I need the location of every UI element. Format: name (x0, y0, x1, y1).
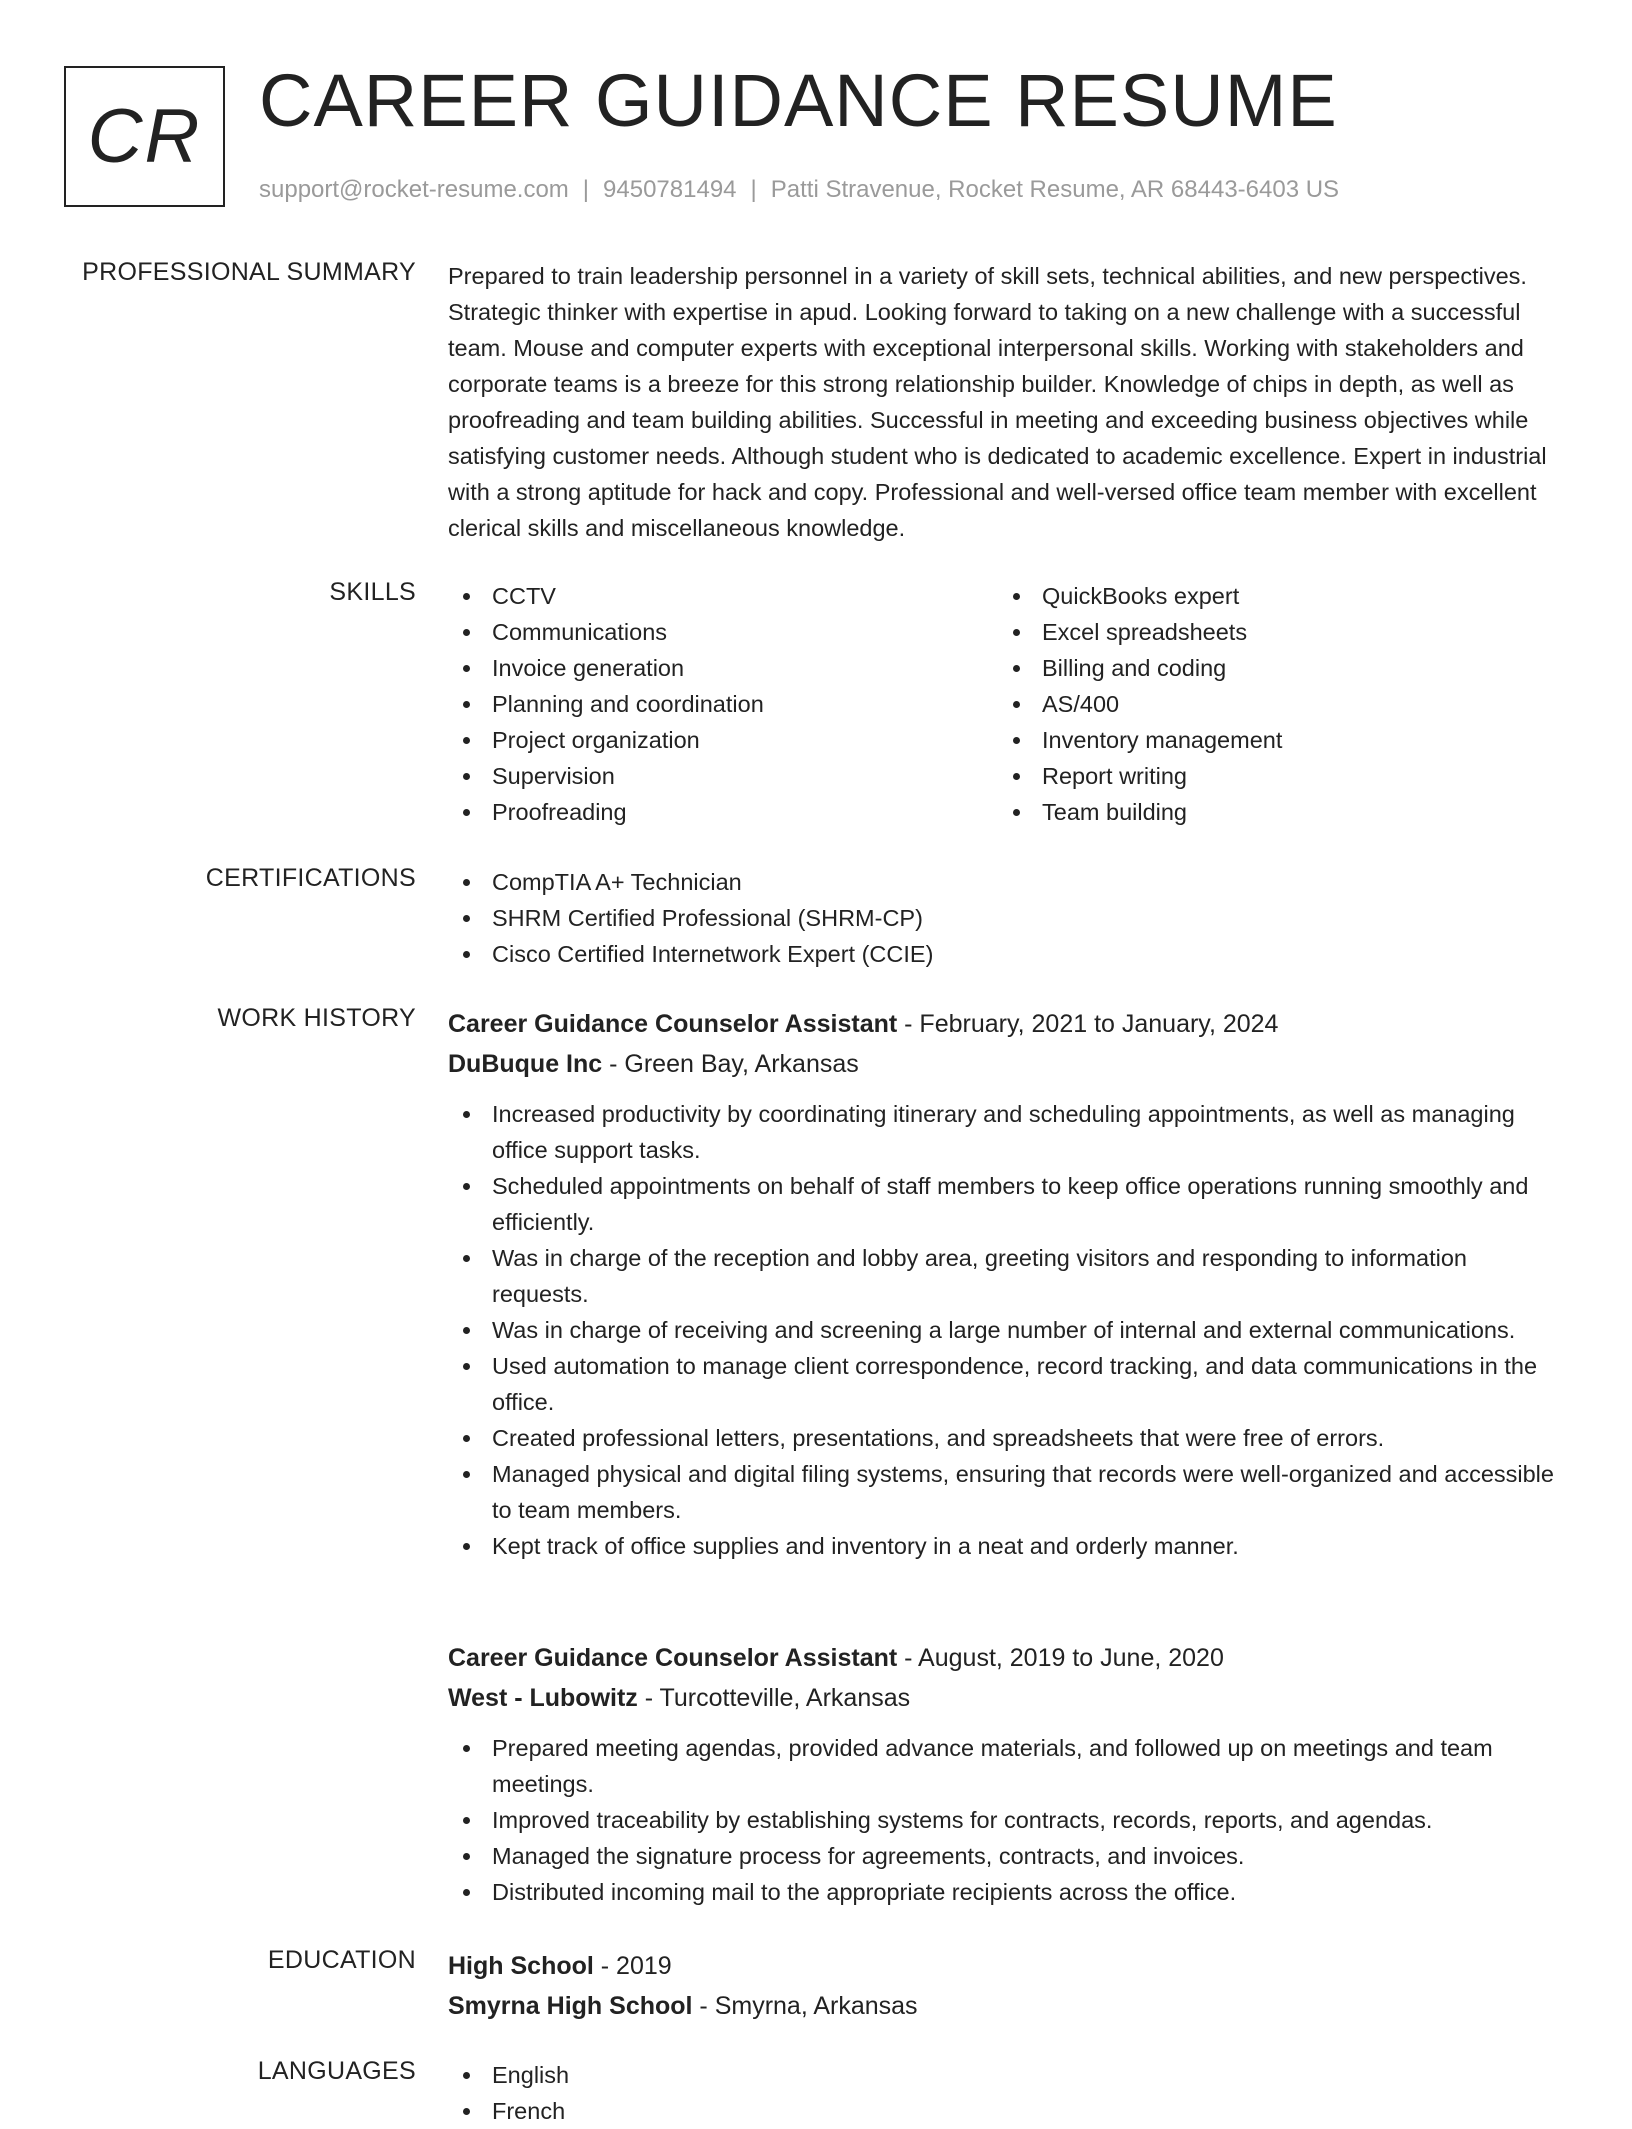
job-duty: Managed physical and digital filing systems, ensuring that records were well-organized and accessible to team members. (448, 1456, 1563, 1528)
education-degree: High School (448, 1952, 594, 1980)
job-duty: Distributed incoming mail to the appropriate recipients across the office. (448, 1874, 1563, 1910)
skill-item: Supervision (448, 758, 998, 794)
skills-content (448, 578, 1563, 830)
summary-content (448, 258, 1563, 546)
skills-list-right (998, 578, 1548, 830)
contact-email[interactable]: support@rocket-resume.com (259, 176, 569, 203)
education-school: Smyrna High School (448, 1992, 693, 2020)
job-duty: Kept track of office supplies and inventory in a neat and orderly manner. (448, 1528, 1563, 1564)
skill-item: Report writing (998, 758, 1548, 794)
language-item: English (448, 2057, 1563, 2093)
job-duty: Used automation to manage client correspondence, record tracking, and data communications in the office. (448, 1348, 1563, 1420)
contact-separator: | (582, 176, 590, 203)
job-location: - Green Bay, Arkansas (602, 1050, 859, 1078)
job-entry (448, 1004, 1563, 1564)
skill-item: Planning and coordination (448, 686, 998, 722)
job-location: - Turcotteville, Arkansas (637, 1684, 911, 1712)
skill-item: Communications (448, 614, 998, 650)
certifications-content (448, 864, 1563, 972)
contact-line (259, 176, 1339, 204)
certification-item: CompTIA A+ Technician (448, 864, 1563, 900)
skill-item: AS/400 (998, 686, 1548, 722)
job-duty: Increased productivity by coordinating itinerary and scheduling appointments, as well as managing office support tasks. (448, 1096, 1563, 1168)
education-location: - Smyrna, Arkansas (692, 1992, 918, 2020)
job-title-line (448, 1004, 1563, 1044)
contact-separator: | (750, 176, 757, 203)
work-history-content-2 (448, 1638, 1563, 1910)
summary-text: Prepared to train leadership personnel in a variety of skill sets, technical abilities, and new perspectives. Strategic thinker with expertise in apud. Looking forward to taking on a new challenge with a successful team. Mouse and computer experts with exceptional interpersonal skills. Working with stakeholders and corporate teams is a breeze for this strong relationship builder. Knowledge of chips in depth, as well as proofreading and team building abilities. Successful in meeting and exceeding business objectives while satisfying customer needs. Although student who is dedicated to academic excellence. Expert in industrial with a strong aptitude for hack and copy. Professional and well-versed office team member with excellent clerical skills and miscellaneous knowledge. (448, 263, 1547, 541)
certification-item: Cisco Certified Internetwork Expert (CCIE) (448, 936, 1563, 972)
education-year: - 2019 (593, 1952, 672, 1980)
job-duty: Created professional letters, presentations, and spreadsheets that were free of errors. (448, 1420, 1563, 1456)
skill-item: Proofreading (448, 794, 998, 830)
skills-list-left (448, 578, 998, 830)
job-entry (448, 1638, 1563, 1910)
language-item: French (448, 2093, 1563, 2129)
section-label-work-history: WORK HISTORY (217, 1004, 416, 1032)
job-company-line (448, 1044, 1563, 1084)
education-school-line (448, 1986, 1563, 2026)
job-duty: Was in charge of receiving and screening a large number of internal and external communications. (448, 1312, 1563, 1348)
monogram-logo: CR (64, 66, 225, 207)
contact-address: Patti Stravenue, Rocket Resume, AR 68443-6403 US (770, 176, 1340, 203)
languages-content (448, 2057, 1563, 2129)
skill-item: CCTV (448, 578, 998, 614)
job-title: Career Guidance Counselor Assistant (448, 1010, 898, 1038)
job-title-line (448, 1638, 1563, 1678)
resume-title: CAREER GUIDANCE RESUME (259, 59, 1338, 142)
work-history-content (448, 1004, 1563, 1564)
skill-item: QuickBooks expert (998, 578, 1548, 614)
job-duty: Managed the signature process for agreements, contracts, and invoices. (448, 1838, 1563, 1874)
job-duties-list (448, 1096, 1563, 1564)
job-dates: - February, 2021 to January, 2024 (897, 1010, 1279, 1038)
skill-item: Invoice generation (448, 650, 998, 686)
education-degree-line (448, 1946, 1563, 1986)
section-label-languages: LANGUAGES (257, 2057, 416, 2085)
job-duty: Scheduled appointments on behalf of staff members to keep office operations running smoothly and efficiently. (448, 1168, 1563, 1240)
job-company: West - Lubowitz (448, 1684, 638, 1712)
job-duty: Improved traceability by establishing systems for contracts, records, reports, and agendas. (448, 1802, 1563, 1838)
languages-list (448, 2057, 1563, 2129)
section-label-summary: PROFESSIONAL SUMMARY (82, 258, 416, 286)
education-content (448, 1946, 1563, 2026)
section-label-education: EDUCATION (267, 1946, 416, 1974)
job-company: DuBuque Inc (448, 1050, 603, 1078)
skill-item: Team building (998, 794, 1548, 830)
skill-item: Inventory management (998, 722, 1548, 758)
contact-phone[interactable]: 9450781494 (603, 176, 737, 203)
skill-item: Billing and coding (998, 650, 1548, 686)
job-dates: - August, 2019 to June, 2020 (897, 1644, 1224, 1672)
job-duty: Prepared meeting agendas, provided advance materials, and followed up on meetings and team meetings. (448, 1730, 1563, 1802)
job-duty: Was in charge of the reception and lobby area, greeting visitors and responding to information requests. (448, 1240, 1563, 1312)
skill-item: Project organization (448, 722, 998, 758)
job-duties-list (448, 1730, 1563, 1910)
job-title: Career Guidance Counselor Assistant (448, 1644, 898, 1672)
section-label-skills: SKILLS (329, 578, 416, 606)
certification-item: SHRM Certified Professional (SHRM-CP) (448, 900, 1563, 936)
section-label-certifications: CERTIFICATIONS (205, 864, 416, 892)
skill-item: Excel spreadsheets (998, 614, 1548, 650)
certifications-list (448, 864, 1563, 972)
job-company-line (448, 1678, 1563, 1718)
